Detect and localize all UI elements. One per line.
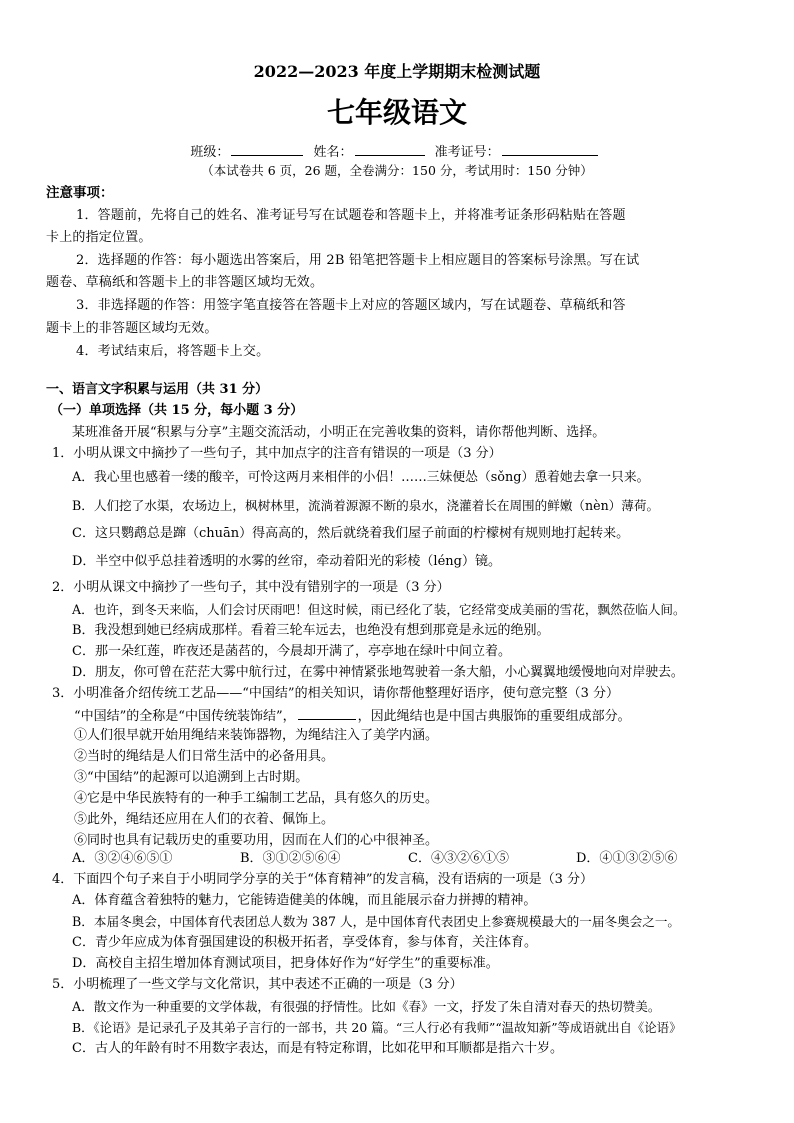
q4-option-a: A．体育蕴含着独特的魅力，它能铸造健美的体魄，而且能展示奋力拼搏的精神。 [72,893,537,908]
notice-line: 题卡上的非答题区域均无效。 [46,321,218,336]
notice-line: 卡上的指定位置。 [46,230,152,245]
q2-option-b: B．我没想到她已经病成那样。看着三轮车远去，也绝没有想到那竟是永远的绝别。 [72,623,550,638]
section-intro: 某班准备开展“积累与分享”主题交流活动，小明正在完善收集的资料，请你帮他判断、选择。 [72,425,606,440]
section-title: 一、语言文字积累与运用（共 31 分） [46,382,269,397]
q4-option-c: C．青少年应成为体育强国建设的积极开拓者，享受体育，参与体育，关注体育。 [72,935,537,950]
q2-option-d: D．朋友，你可曾在茫茫大雾中航行过，在雾中神情紧张地驾驶着一条大船，小心翼翼地缓慢地向对岸驶去。 [72,665,684,680]
q3-choice-a: A．③②④⑥⑤① [72,851,173,866]
q1-option-c: C．这只鹦鹉总是蹿（chuān）得高高的，然后就绕着我们屋子前面的柠檬树有规则地打起转来。 [72,526,630,541]
name-label: 姓名： [313,145,353,160]
q4-option-d: D．高校自主招生增加体育测试项目，把身体好作为“好学生”的重要标准。 [72,956,499,971]
q3-item: ③“中国结”的起源可以追溯到上古时期。 [74,770,309,785]
q3-choice-b: B．③①②⑤⑥④ [240,851,341,866]
q3-blank [298,706,356,720]
q2-option-a: A．也许，到冬天来临，人们会讨厌雨吧！但这时候，雨已经化了装，它经常变成美丽的雪花，飘然莅临人间。 [72,602,686,617]
notice-title: 注意事项： [46,185,114,201]
q3-choice-d: D．④①③②⑤⑥ [576,851,678,866]
q5-option-a: A．散文作为一种重要的文学体裁，有很强的抒情性。比如《春》一文，抒发了朱自清对春天的热切赞美。 [72,999,661,1014]
q3-context-after: ，因此绳结也是中国古典服饰的重要组成部分。 [357,709,631,724]
exam-info-note: （本试卷共 6 页，26 题，全卷满分：150 分，考试用时：150 分钟） [201,163,593,178]
class-blank[interactable] [231,142,303,156]
q3-item: ⑥同时也具有记载历史的重要功用，因而在人们的心中很神圣。 [74,833,439,848]
q3-context-before: “中国结”的全称是“中国传统装饰结”， [74,709,296,724]
question-stem: 5．小明梳理了一些文学与文化常识，其中表述不正确的一项是（3 分） [52,977,463,992]
subsection-title: （一）单项选择（共 15 分，每小题 3 分） [50,403,304,418]
notice-line: 2．选择题的作答：每小题选出答案后，用 2B 铅笔把答题卡上相应题目的答案标号涂黑。写在试 [76,253,640,268]
q1-option-a: A．我心里也感着一缕的酸辛，可怜这两月来相伴的小侣！……三妹便怂（sǒng）恿着她去拿一只来。 [72,470,650,485]
q3-item: ①人们很早就开始用绳结来装饰器物，为绳结注入了美学内涵。 [74,728,439,743]
q3-item: ②当时的绳结是人们日常生活中的必备用具。 [74,749,335,764]
question-stem: 1．小明从课文中摘抄了一些句子，其中加点字的注音有错误的一项是（3 分） [52,446,502,461]
id-blank[interactable] [502,142,598,156]
q1-option-d: D．半空中似乎总挂着透明的水雾的丝帘，牵动着阳光的彩棱（léng）镜。 [72,554,501,569]
question-stem: 4．下面四个句子来自于小明同学分享的关于“体育精神”的发言稿，没有语病的一项是（3 分） [52,872,593,887]
candidate-info-row [0,142,794,162]
q2-option-c: C．那一朵红莲，昨夜还是菡萏的，今晨却开满了，亭亭地在绿叶中间立着。 [72,644,511,659]
name-blank[interactable] [355,142,425,156]
q3-item: ④它是中华民族特有的一种手工编制工艺品，具有悠久的历史。 [74,791,439,806]
notice-line: 3．非选择题的作答：用签字笔直接答在答题卡上对应的答题区域内，写在试题卷、草稿纸和答 [76,298,626,313]
question-stem: 2．小明从课文中摘抄了一些句子，其中没有错别字的一项是（3 分） [52,580,450,595]
notice-line: 题卷、草稿纸和答题卡上的非答题区域均无效。 [46,275,324,290]
id-label: 准考证号： [434,145,500,160]
q3-item: ⑤此外，绳结还应用在人们的衣着、佩饰上。 [74,812,335,827]
q4-option-b: B．本届冬奥会，中国体育代表团总人数为 387 人，是中国体育代表团史上参赛规模最大的一届冬奥会之一。 [72,914,681,929]
q3-context [74,706,631,726]
question-stem: 3．小明准备介绍传统工艺品——“中国结”的相关知识，请你帮他整理好语序，使句意完整（3 分） [52,686,619,701]
q1-option-b: B．人们挖了水渠，农场边上，枫树林里，流淌着源源不断的泉水，浇灌着长在周围的鲜嫩（nèn）薄荷。 [72,498,660,513]
notice-line: 1．答题前，先将自己的姓名、准考证号写在试题卷和答题卡上，并将准考证条形码粘贴在答题 [76,208,626,223]
q5-option-c: C．古人的年龄有时不用数字表达，而是有特定称谓，比如花甲和耳顺都是指六十岁。 [72,1041,563,1056]
subject-title: 七年级语文 [326,96,467,129]
q5-option-b: B．《论语》是记录孔子及其弟子言行的一部书，共 20 篇。“三人行必有我师”“温故知新”等成语就出自《论语》 [72,1020,682,1035]
notice-line: 4．考试结束后，将答题卡上交。 [76,344,270,359]
class-label: 班级： [190,145,230,160]
q3-choice-c: C．④③②⑥①⑤ [408,851,509,866]
exam-title: 2022—2023 年度上学期期末检测试题 [253,62,541,81]
